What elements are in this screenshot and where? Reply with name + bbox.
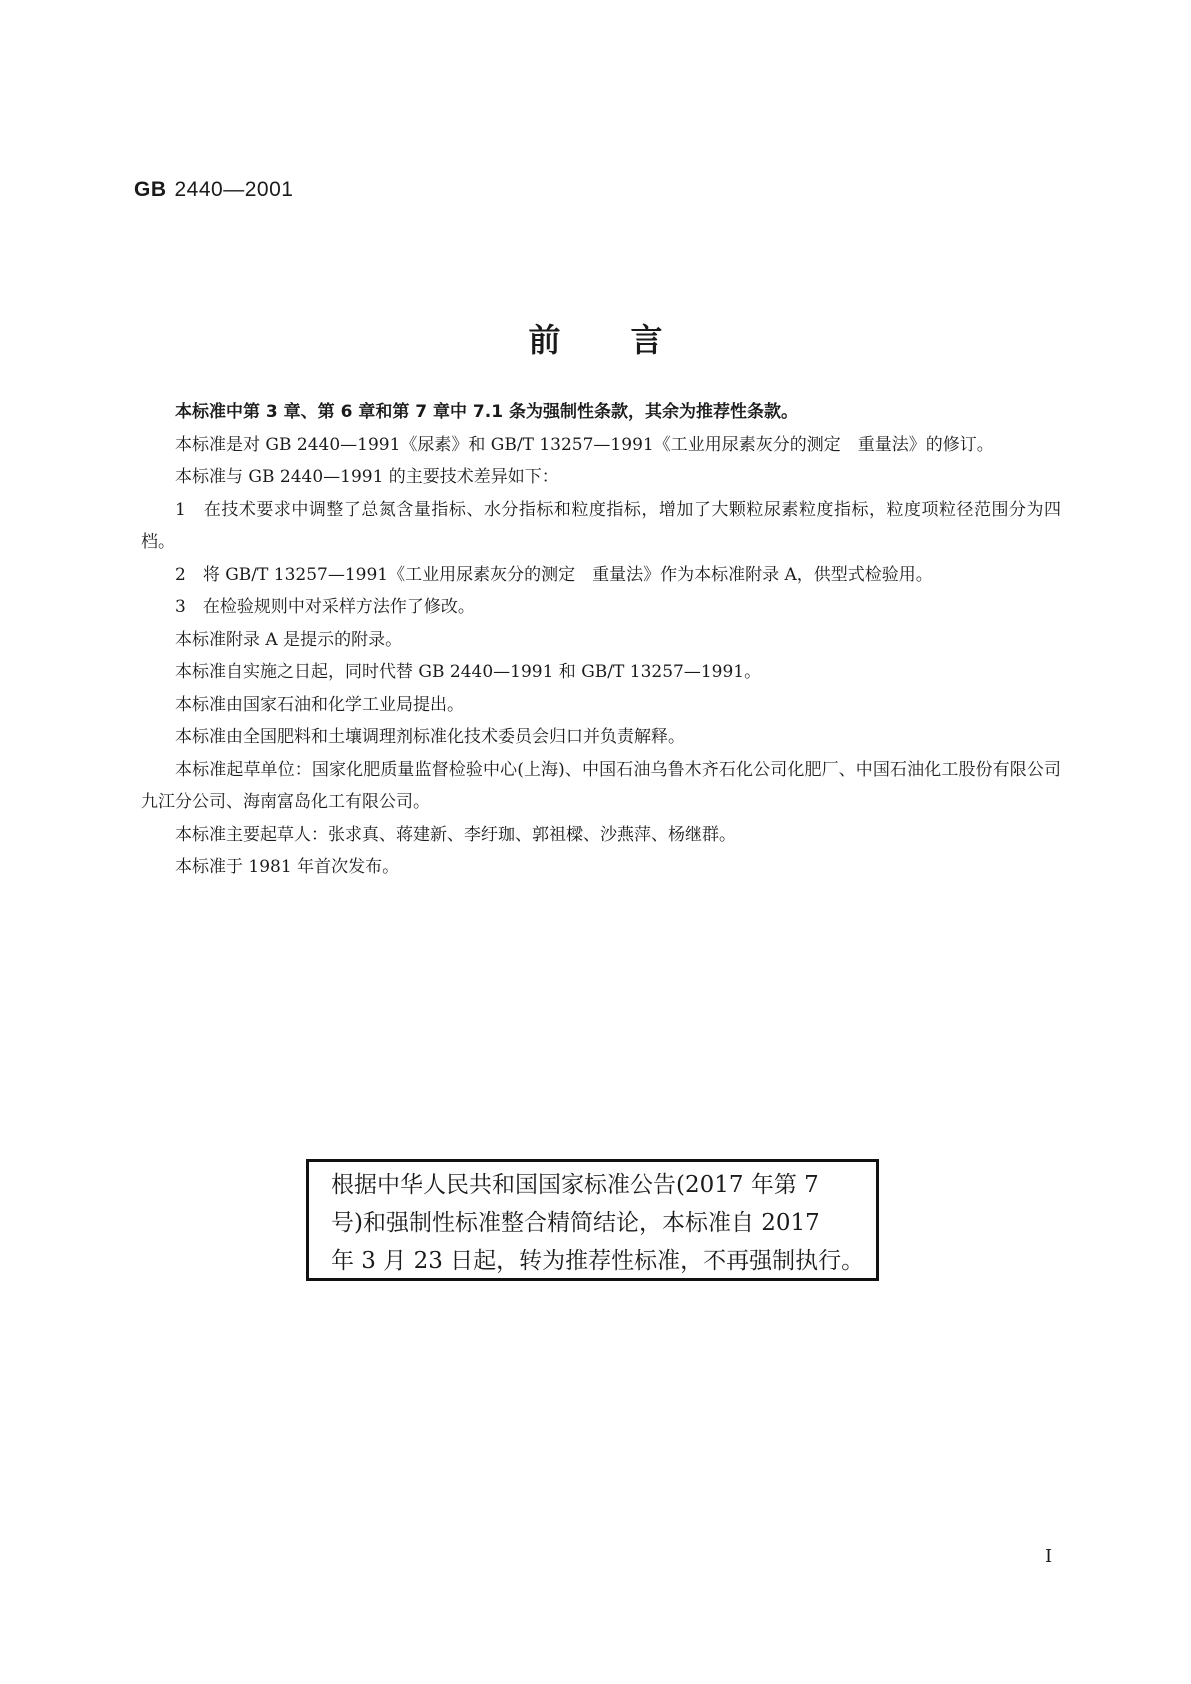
- paragraph: 本标准起草单位：国家化肥质量监督检验中心(上海)、中国石油乌鲁木齐石化公司化肥厂、中国石油化工股份有限公司九江分公司、海南富岛化工有限公司。: [141, 759, 1061, 812]
- list-item: 1 在技术要求中调整了总氮含量指标、水分指标和粒度指标，增加了大颗粒尿素粒度指标，粒度项粒径范围分为四档。: [141, 499, 1061, 552]
- mandatory-clause-paragraph: 本标准中第 3 章、第 6 章和第 7 章中 7.1 条为强制性条款，其余为推荐性条款。: [175, 402, 798, 422]
- paragraph: 本标准与 GB 2440—1991 的主要技术差异如下：: [175, 467, 559, 487]
- paragraph: 本标准主要起草人：张求真、蒋建新、李纡珈、郭祖樑、沙燕萍、杨继群。: [175, 824, 736, 845]
- foreword-body: [141, 396, 1061, 884]
- paragraph: 本标准附录 A 是提示的附录。: [175, 629, 403, 650]
- paragraph: 本标准由国家石油和化学工业局提出。: [175, 694, 464, 715]
- list-item: 3 在检验规则中对采样方法作了修改。: [175, 597, 475, 617]
- page-title: 前言: [528, 321, 733, 359]
- page-number: I: [1045, 1546, 1053, 1567]
- notice-line: 号)和强制性标准整合精简结论，本标准自 2017: [331, 1210, 820, 1236]
- notice-line: 年 3 月 23 日起，转为推荐性标准，不再强制执行。: [331, 1248, 865, 1274]
- paragraph: 本标准是对 GB 2440—1991《尿素》和 GB/T 13257—1991《工业用尿素灰分的测定 重量法》的修订。: [175, 434, 994, 455]
- paragraph: 本标准由全国肥料和土壤调理剂标准化技术委员会归口并负责解释。: [175, 727, 685, 747]
- paragraph: 本标准自实施之日起，同时代替 GB 2440—1991 和 GB/T 13257—1991。: [175, 662, 762, 682]
- standard-number: 2440—2001: [174, 178, 294, 201]
- notice-line: 根据中华人民共和国国家标准公告(2017 年第 7: [331, 1172, 819, 1198]
- standard-code: [134, 178, 293, 202]
- standard-prefix: GB: [134, 178, 167, 201]
- paragraph: 本标准于 1981 年首次发布。: [175, 857, 400, 877]
- notice-box: [306, 1159, 879, 1281]
- list-item: 2 将 GB/T 13257—1991《工业用尿素灰分的测定 重量法》作为本标准附录 A，供型式检验用。: [175, 564, 933, 585]
